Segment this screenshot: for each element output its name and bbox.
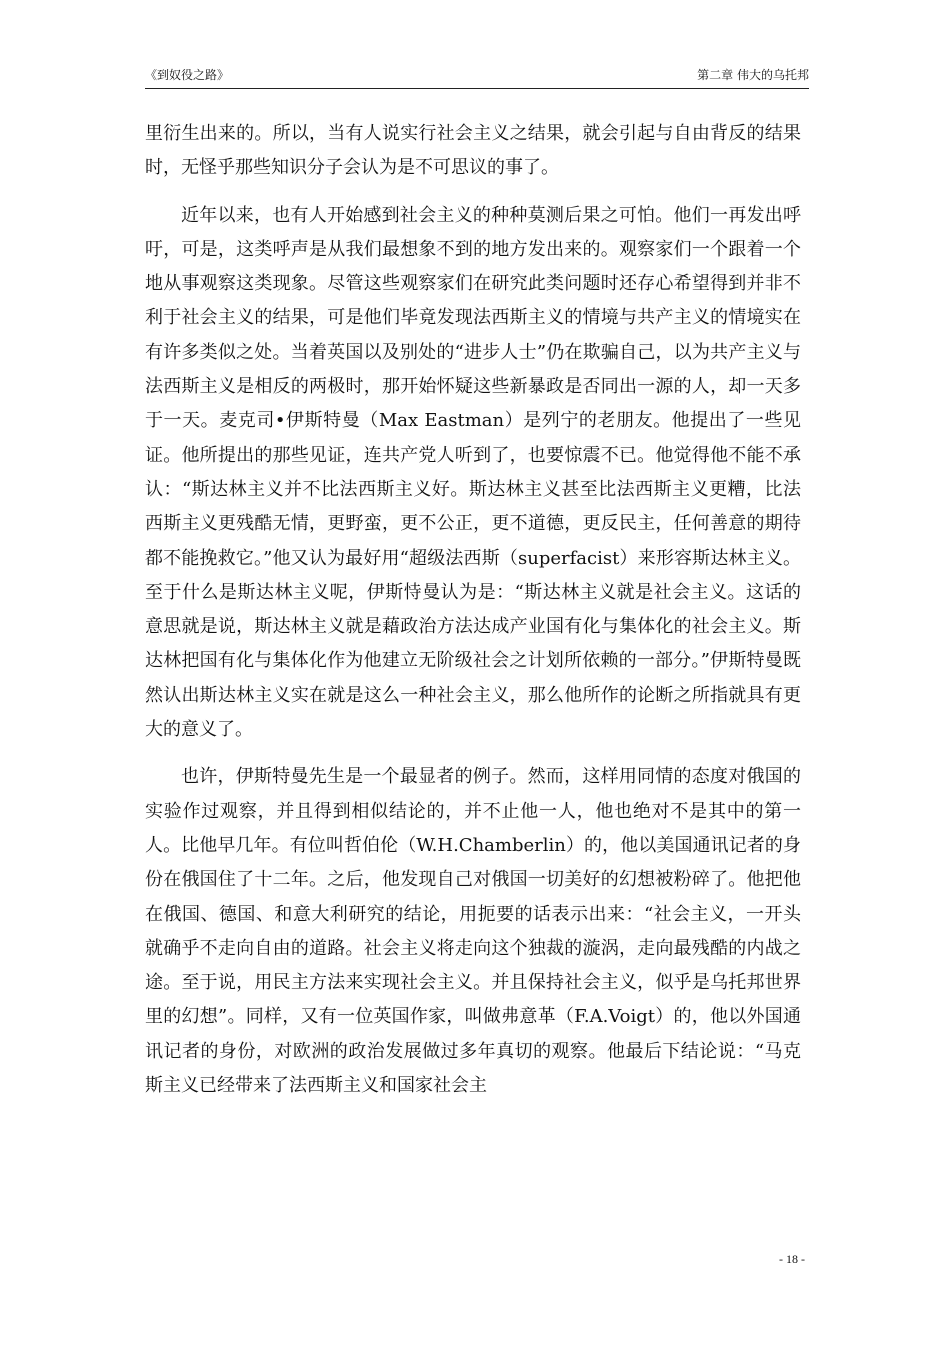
paragraph: 近年以来，也有人开始感到社会主义的种种莫测后果之可怕。他们一再发出呼吁，可是，这类呼声是从我们最想象不到的地方发出来的。观察家们一个跟着一个地从事观察这类现象。尽管这些观察家们在研究此类问题时还存心希望得到并非不利于社会主义的结果，可是他们毕竟发现法西斯主义的情境与共产主义的情境实在有许多类似之处。当着英国以及别处的“进步人士”仍在欺骗自己，以为共产主义与法西斯主义是相反的两极时，那开始怀疑这些新暴政是否同出一源的人，却一天多于一天。麦克司•伊斯特曼（Max Eastman）是列宁的老朋友。他提出了一些见证。他所提出的那些见证，连共产党人听到了，也要惊震不已。他觉得他不能不承认：“斯达林主义并不比法西斯主义好。斯达林主义甚至比法西斯主义更糟，比法西斯主义更残酷无情，更野蛮，更不公正，更不道德，更反民主，任何善意的期待都不能挽救它。”他又认为最好用“超级法西斯（superfacist）来形容斯达林主义。至于什么是斯达林主义呢，伊斯恃曼认为是：“斯达林主义就是社会主义。这话的意思就是说，斯达林主义就是藉政治方法达成产业国有化与集体化的社会主义。斯达林把国有化与集体化作为他建立无阶级社会之计划所依赖的一部分。”伊斯特曼既然认出斯达林主义实在就是这么一种社会主义，那么他所作的论断之所指就具有更大的意义了。 [145,204,801,741]
header-chapter-title: 第二章 伟大的乌托邦 [697,68,809,82]
running-header [145,63,809,87]
paragraph: 也许，伊斯特曼先生是一个最显者的例子。然而，这样用同情的态度对俄国的实验作过观察，并且得到相似结论的，并不止他一人，他也绝对不是其中的第一人。比他早几年。有位叫哲伯伦（W.H.Chamberlin）的，他以美国通讯记者的身份在俄国住了十二年。之后，他发现自己对俄国一切美好的幻想被粉碎了。他把他在俄国、德国、和意大利研究的结论，用扼要的话表示出来：“社会主义，一开头就确乎不走向自由的道路。社会主义将走向这个独裁的漩涡，走向最残酷的内战之途。至于说，用民主方法来实现社会主义。并且保持社会主义，似乎是乌托邦世界里的幻想”。同样，又有一位英国作家，叫做弗意革（F.A.Voigt）的，他以外国通讯记者的身份，对欧洲的政治发展做过多年真切的观察。他最后下结论说：“马克斯主义已经带来了法西斯主义和国家社会主 [145,766,801,1097]
header-rule [145,88,809,89]
page-number: - 18 - [779,1252,805,1266]
header-book-title: 《到奴役之路》 [145,68,230,82]
paragraph-continuation: 里衍生出来的。所以，当有人说实行社会主义之结果，就会引起与自由背反的结果时，无怪乎那些知识分子会认为是不可思议的事了。 [145,123,801,179]
body-text [145,117,801,1103]
